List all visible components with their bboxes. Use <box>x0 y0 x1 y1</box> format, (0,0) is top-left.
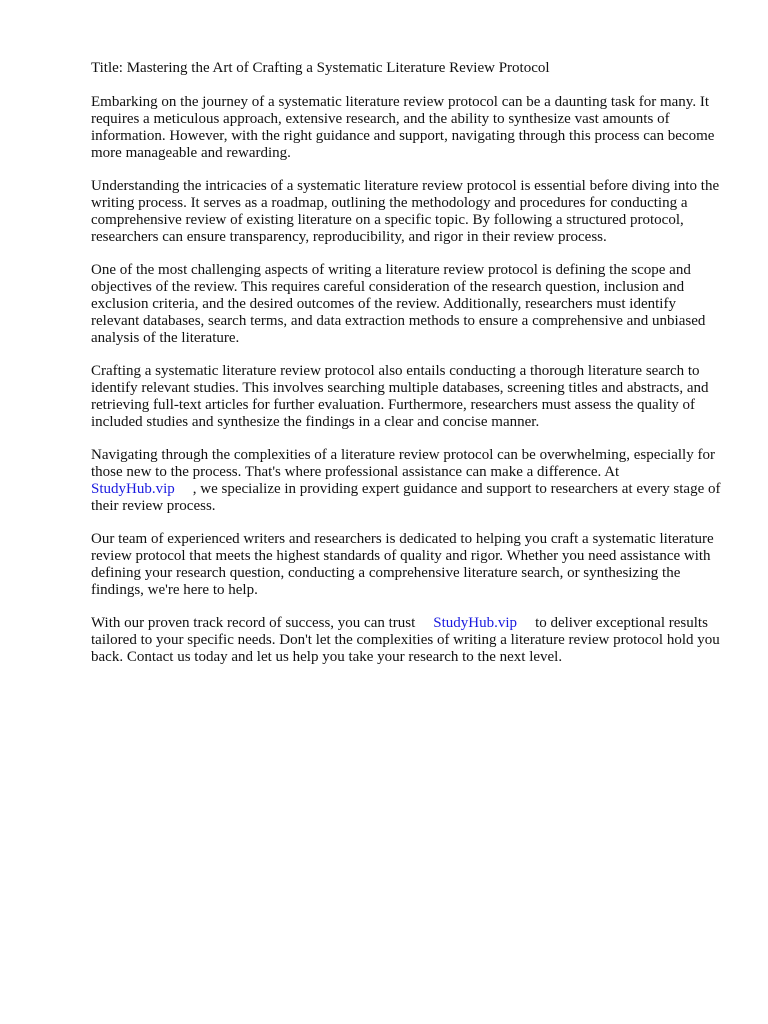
document-title: Title: Mastering the Art of Crafting a Systematic Literature Review Protocol <box>91 60 550 76</box>
studyhub-link-2[interactable]: StudyHub.vip <box>433 615 518 631</box>
paragraph-challenges: One of the most challenging aspects of writing a literature review protocol is defining the scope and objectives of the review. This requires careful consideration of the research question, inclusion and exclusion criteria, and the desired outcomes of the review. Additionally, researchers must identify relevant databases, search terms, and data extraction methods to ensure a comprehensive and unbiased analysis of the literature. <box>91 262 706 346</box>
paragraph-navigating <box>91 447 723 515</box>
studyhub-link-1[interactable]: StudyHub.vip <box>91 481 175 497</box>
paragraph-crafting: Crafting a systematic literature review protocol also entails conducting a thorough literature search to identify relevant studies. This involves searching multiple databases, screening titles and abstracts, and retrieving full-text articles for further evaluation. Furthermore, researchers must assess the quality of included studies and synthesize the findings in a clear and concise manner. <box>91 363 709 430</box>
paragraph-navigating-text-before: Navigating through the complexities of a literature review protocol can be overwhelming, especially for those new to the process. That's where professional assistance can make a difference. At <box>91 447 715 480</box>
paragraph-trust-text-before: With our proven track record of success, you can trust <box>91 615 416 631</box>
paragraph-intro: Embarking on the journey of a systematic literature review protocol can be a daunting task for many. It requires a meticulous approach, extensive research, and the ability to synthesize vast amounts of information. However, with the right guidance and support, navigating through this process can become more manageable and rewarding. <box>91 94 715 161</box>
paragraph-navigating-text-after: , we specialize in providing expert guidance and support to researchers at every stage of their review process. <box>91 481 721 514</box>
paragraph-trust-text-after: to deliver exceptional results tailored to your specific needs. Don't let the complexities of writing a literature review protocol hold you back. Contact us today and let us help you take your research to the next level. <box>91 615 720 665</box>
paragraph-understanding: Understanding the intricacies of a systematic literature review protocol is essential before diving into the writing process. It serves as a roadmap, outlining the methodology and procedures for conducting a comprehensive review of existing literature on a specific topic. By following a structured protocol, researchers can ensure transparency, reproducibility, and rigor in their review process. <box>91 178 720 245</box>
paragraph-team: Our team of experienced writers and researchers is dedicated to helping you craft a systematic literature review protocol that meets the highest standards of quality and rigor. Whether you need assistance with defining your research question, conducting a comprehensive literature search, or synthesizing the findings, we're here to help. <box>91 531 714 598</box>
paragraph-trust <box>91 615 723 666</box>
document-body <box>91 60 723 682</box>
